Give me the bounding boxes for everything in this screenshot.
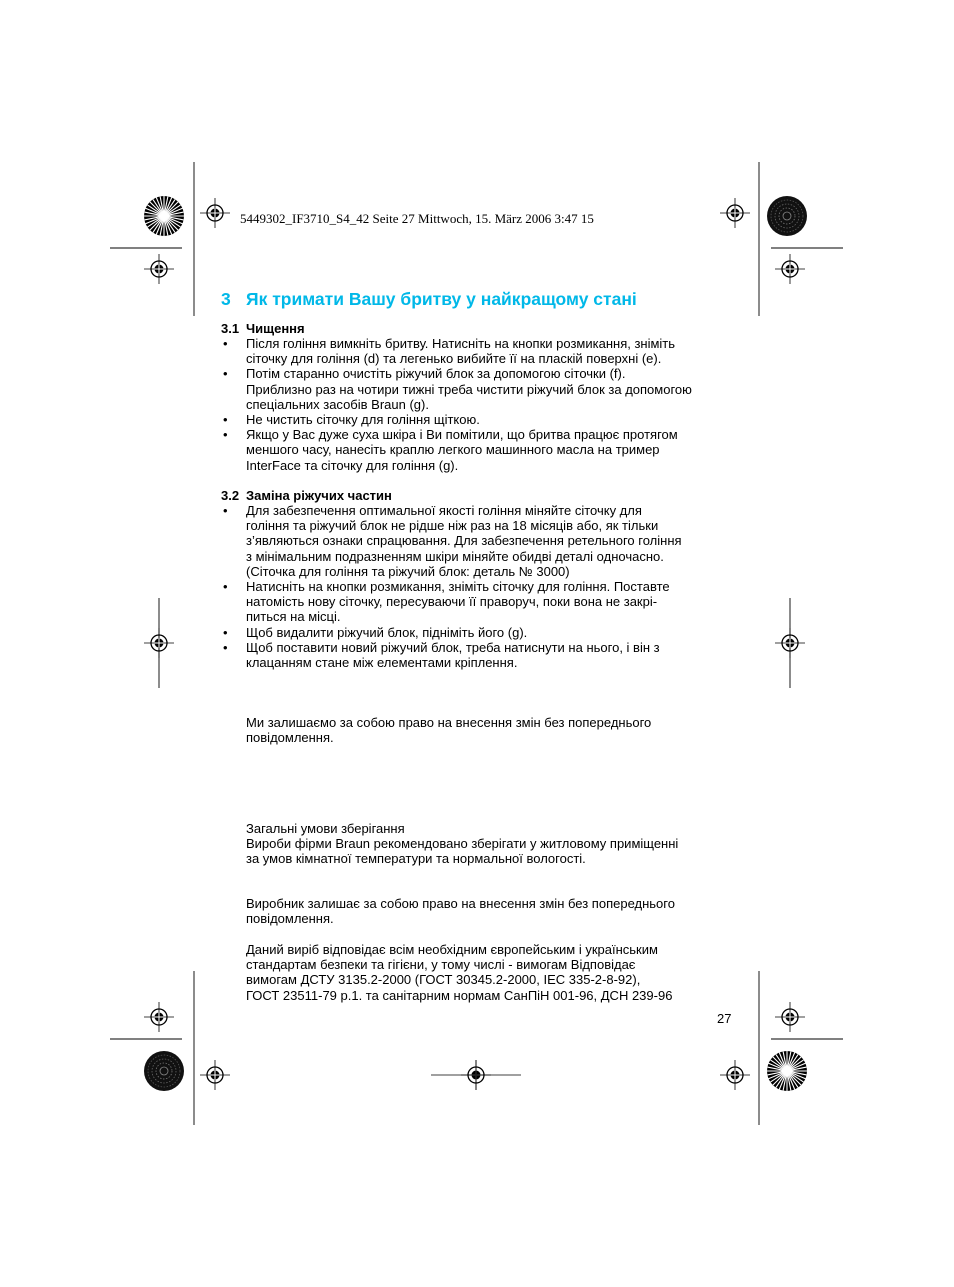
list-item: [221, 336, 741, 366]
registration-mark-icon: [144, 1002, 174, 1032]
list-item-line: з’являються ознаки спрацювання. Для забезпечення ретельного гоління: [246, 533, 682, 549]
list-item-line: Щоб видалити ріжучий блок, підніміть його (g).: [246, 624, 528, 640]
bullet-icon: •: [223, 412, 228, 428]
paragraph-line: Загальні умови зберігання: [246, 821, 405, 836]
list-item-line: спеціальних засобів Braun (g).: [246, 396, 429, 412]
paragraph-line: вимогам ДСТУ 3135.2-2000 (ГОСТ 30345.2-2000, IEC 335-2-8-92),: [246, 972, 641, 988]
replacement-number: 3.2: [221, 488, 240, 503]
paragraph-line: Виробник залишає за собою право на внесення змін без попереднього: [246, 896, 675, 911]
registration-mark-icon: [200, 198, 230, 228]
replacement-title: Заміна ріжучих частин: [246, 488, 392, 503]
list-item-line: з мінімальним подразненням шкіри міняйте обидві деталі одночасно.: [246, 548, 664, 564]
list-item-line: Натисніть на кнопки розмикання, зніміть сіточку для гоління. Поставте: [246, 579, 670, 595]
print-slug: 5449302_IF3710_S4_42 Seite 27 Mittwoch, 15. März 2006 3:47 15: [240, 211, 594, 226]
list-item-line: Потім старанно очистіть ріжучий блок за допомогою сіточки (f).: [246, 366, 626, 382]
list-item-line: питься на місці.: [246, 609, 341, 625]
registration-mark-icon: [144, 254, 174, 284]
bullet-icon: •: [223, 503, 228, 518]
page-number: 27: [717, 1011, 732, 1026]
starburst-calibration-icon: [767, 1051, 807, 1091]
starburst-calibration-icon: [144, 196, 184, 236]
registration-mark-icon: [775, 1002, 805, 1032]
cleaning-number: 3.1: [221, 321, 240, 336]
list-item-line: гоління та ріжучий блок не рідше ніж раз на 18 місяців або, як тільки: [246, 518, 659, 534]
section-title: Як тримати Вашу бритву у найкращому стані: [246, 289, 637, 309]
section-heading: [221, 289, 637, 310]
registration-mark-icon: [200, 1060, 230, 1090]
cleaning-subheading: [221, 321, 305, 336]
halftone-calibration-icon: [144, 1051, 184, 1091]
registration-mark-icon: [720, 198, 750, 228]
rights-reserved-note: [246, 715, 746, 745]
paragraph-line: за умов кімнатної температури та нормальної вологості.: [246, 851, 586, 867]
replacement-subheading: [221, 488, 392, 503]
list-item-line: Для забезпечення оптимальної якості гоління міняйте сіточку для: [246, 503, 642, 518]
paragraph-line: стандартам безпеки та гігієни, у тому числі - вимогам Відповідає: [246, 957, 636, 973]
list-item-line: Якщо у Вас дуже суха шкіра і Ви помітили, що бритва працює протягом: [246, 427, 678, 443]
paragraph-line: повідомлення.: [246, 730, 334, 746]
list-item: [221, 366, 741, 412]
list-item-line: Приблизно раз на чотири тижні треба чистити ріжучий блок за допомогою: [246, 381, 692, 397]
bullet-icon: •: [223, 336, 228, 351]
list-item: [221, 579, 741, 625]
registration-mark-icon: [775, 254, 805, 284]
list-item: [221, 640, 741, 670]
list-item-line: InterFace та сіточку для гоління (g).: [246, 457, 459, 473]
cleaning-list: [221, 336, 741, 473]
list-item: [221, 427, 741, 473]
registration-mark-icon: [720, 1060, 750, 1090]
replacement-list: [221, 503, 741, 670]
registration-mark-icon: [775, 628, 805, 658]
paragraph-line: ГОСТ 23511-79 р.1. та санітарним нормам СанПіН 001-96, ДСН 239-96: [246, 987, 673, 1003]
storage-note: [246, 821, 746, 867]
paragraph-line: Ми залишаємо за собою право на внесення змін без попереднього: [246, 715, 652, 730]
registration-mark-icon: [461, 1060, 491, 1090]
bullet-icon: •: [223, 366, 228, 382]
bullet-icon: •: [223, 624, 228, 640]
list-item-line: натомість нову сіточку, пересуваючи її праворуч, поки вона не закрі-: [246, 594, 658, 610]
manufacturer-note: [246, 896, 746, 926]
paragraph-line: Даний виріб відповідає всім необхідним європейським і українським: [246, 942, 658, 957]
paragraph-line: повідомлення.: [246, 911, 334, 927]
halftone-calibration-icon: [767, 196, 807, 236]
section-number: 3: [221, 289, 231, 309]
compliance-note: [246, 942, 746, 1003]
bullet-icon: •: [223, 639, 228, 655]
registration-mark-icon: [144, 628, 174, 658]
list-item-line: Щоб поставити новий ріжучий блок, треба натиснути на нього, і він з: [246, 639, 660, 655]
list-item-line: клацанням стане між елементами кріплення.: [246, 655, 518, 671]
list-item-line: Не чистить сіточку для гоління щіткою.: [246, 412, 480, 428]
list-item-line: сіточку для гоління (d) та легенько вибийте її на пласкій поверхні (e).: [246, 351, 662, 367]
list-item-line: (Сіточка для гоління та ріжучий блок: деталь № 3000): [246, 563, 570, 579]
list-item: [221, 625, 741, 640]
list-item: [221, 412, 741, 427]
bullet-icon: •: [223, 427, 228, 443]
list-item-line: Після гоління вимкніть бритву. Натисніть на кнопки розмикання, зніміть: [246, 336, 676, 351]
list-item-line: меншого часу, нанесіть краплю легкого машинного масла на тример: [246, 442, 660, 458]
paragraph-line: Вироби фірми Braun рекомендовано зберігати у житловому приміщенні: [246, 836, 679, 852]
bullet-icon: •: [223, 579, 228, 595]
cleaning-title: Чищення: [246, 321, 305, 336]
list-item: [221, 503, 741, 579]
